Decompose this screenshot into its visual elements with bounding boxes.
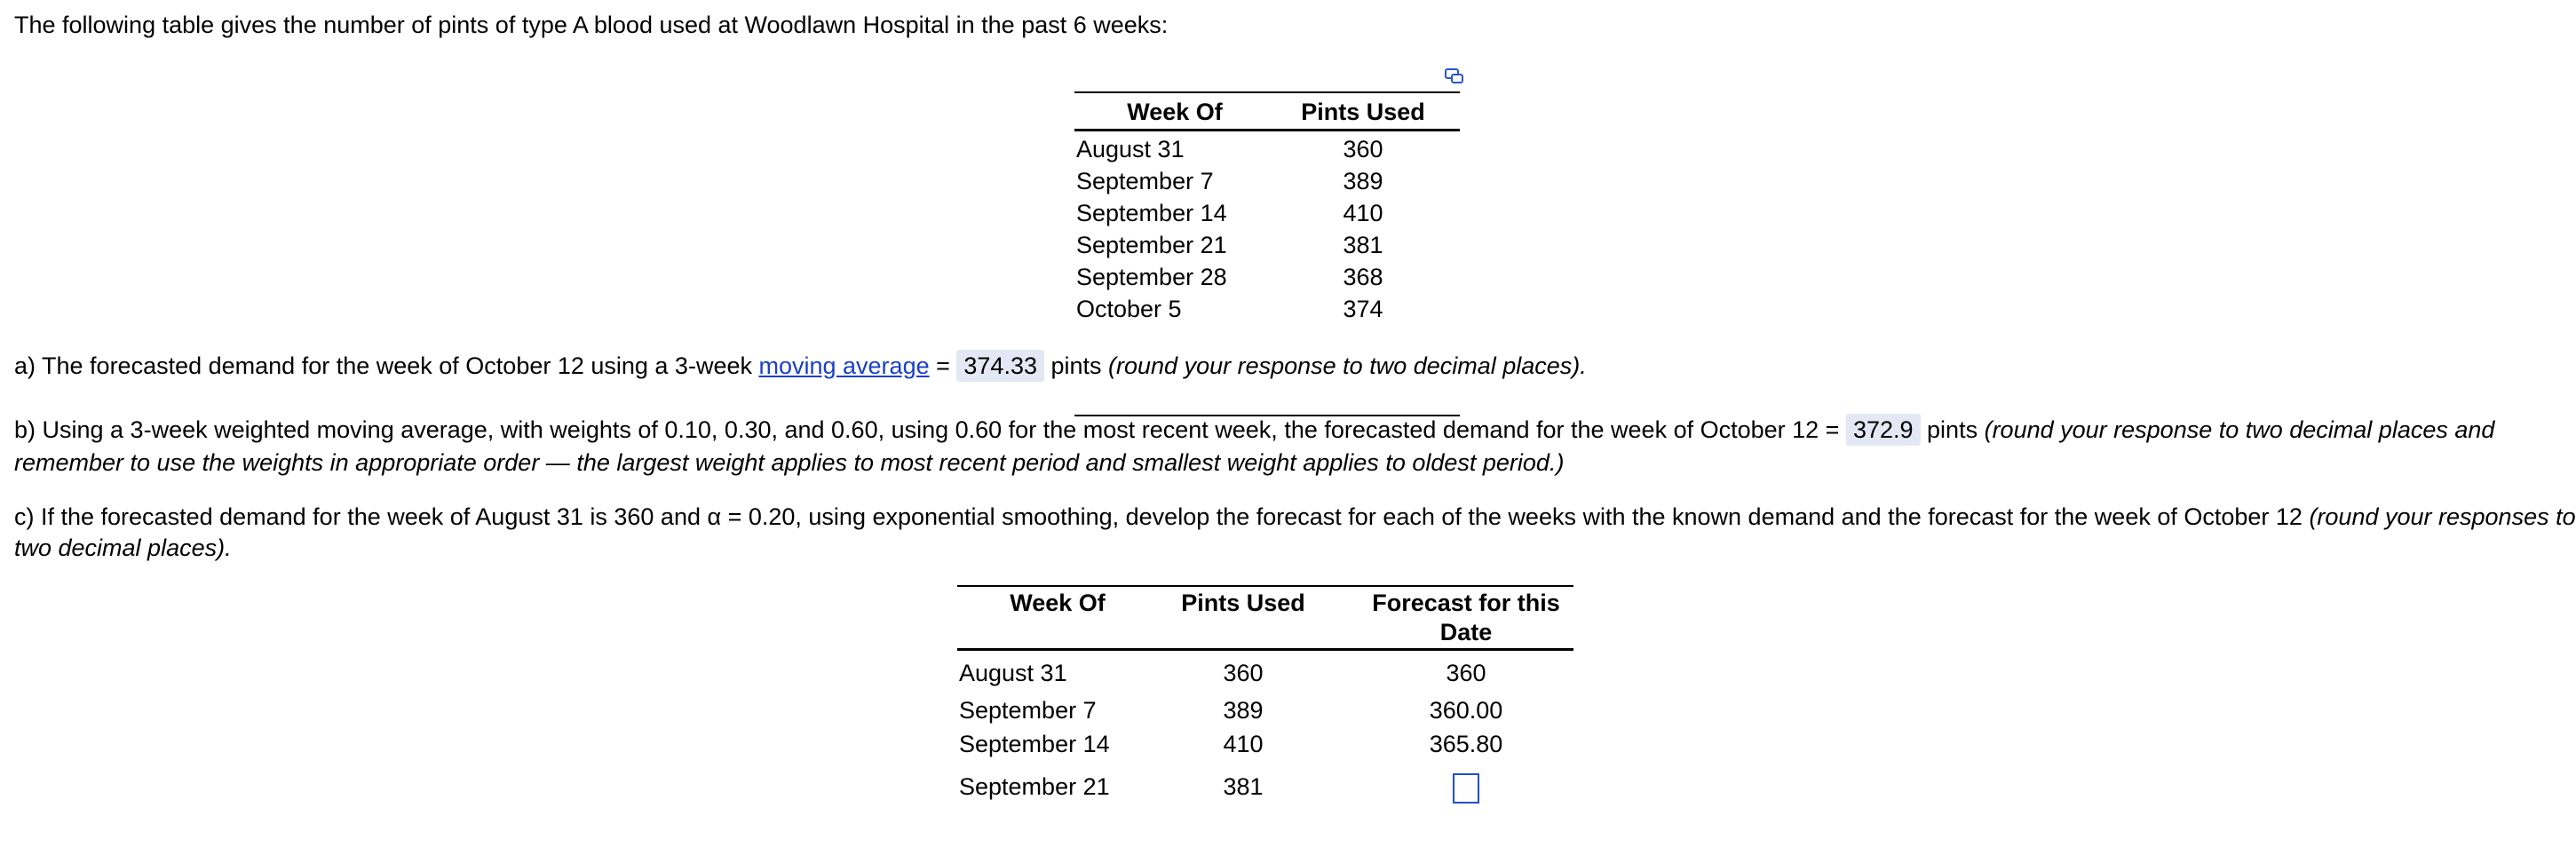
pints-cell: 389 xyxy=(1343,168,1383,194)
column-header-week-of: Week Of xyxy=(1010,590,1106,616)
week-cell: September 7 xyxy=(959,697,1097,724)
pints-cell: 410 xyxy=(1223,731,1264,757)
table-row xyxy=(1074,133,1460,165)
table-row xyxy=(1074,261,1460,293)
table-row xyxy=(957,656,1573,690)
table-row xyxy=(957,693,1573,727)
table-row xyxy=(957,770,1573,804)
part-b-hint-line2: remember to use the weights in appropriate order — the largest weight applies to most recent period and smallest weight applies to oldest period.) xyxy=(14,449,1565,476)
part-c-hint: (round your responses to xyxy=(2309,503,2576,530)
week-cell: October 5 xyxy=(1076,296,1182,322)
part-a-question xyxy=(14,350,1587,382)
part-a-unit: pints xyxy=(1043,352,1109,379)
part-a-equals: = xyxy=(929,352,957,379)
part-a-prefix: a) The forecasted demand for the week of October 12 using a 3-week xyxy=(14,352,759,379)
moving-average-link[interactable]: moving average xyxy=(758,352,930,379)
part-c-question xyxy=(14,501,2576,533)
table-row xyxy=(1074,293,1460,325)
column-header-forecast xyxy=(1359,589,1573,647)
part-c-hint-continued xyxy=(14,532,232,564)
forecast-header-line1: Forecast for this xyxy=(1372,590,1560,616)
header-rule xyxy=(1074,129,1460,131)
week-cell: August 31 xyxy=(959,660,1067,686)
part-b-prefix: b) Using a 3-week weighted moving average, with weights of 0.10, 0.30, and 0.60, using 0.60 for the most recent week, the forecasted demand for the week of October 12 = xyxy=(14,416,1846,443)
forecast-header-line2: Date xyxy=(1439,619,1493,645)
week-cell: September 7 xyxy=(1076,168,1214,194)
table-row xyxy=(1074,229,1460,261)
week-cell: September 21 xyxy=(959,773,1110,800)
pints-cell: 368 xyxy=(1343,264,1383,290)
pints-cell: 389 xyxy=(1223,697,1264,724)
pints-cell: 381 xyxy=(1223,773,1264,800)
pints-cell: 374 xyxy=(1343,296,1383,322)
forecast-sept-21-input[interactable] xyxy=(1453,773,1479,804)
table-top-rule xyxy=(957,585,1573,587)
pints-cell: 360 xyxy=(1223,660,1264,686)
table-top-rule xyxy=(1074,91,1460,93)
part-b-hint: (round your response to two decimal places and xyxy=(1984,416,2495,443)
forecast-cell: 365.80 xyxy=(1429,731,1503,757)
pints-cell: 381 xyxy=(1343,232,1383,258)
part-c-text: c) If the forecasted demand for the week of August 31 is 360 and α = 0.20, using exponential smoothing, develop the forecast for each of the weeks with the known demand and the forecast for the week of October 12 xyxy=(14,503,2310,530)
forecast-input-cell xyxy=(1359,770,1573,804)
week-cell: August 31 xyxy=(1076,136,1185,162)
table-row xyxy=(957,727,1573,761)
intro-text: The following table gives the number of pints of type A blood used at Woodlawn Hospital in the past 6 weeks: xyxy=(14,12,1169,38)
table-row xyxy=(1074,197,1460,229)
column-header-pints-used: Pints Used xyxy=(1181,590,1305,616)
part-b-hint-continued xyxy=(14,447,1564,479)
part-b-answer-field[interactable]: 372.9 xyxy=(1846,414,1921,446)
header-rule xyxy=(957,648,1573,651)
week-cell: September 21 xyxy=(1076,232,1227,258)
column-header-week-of: Week Of xyxy=(1127,99,1223,125)
part-a-answer-field[interactable]: 374.33 xyxy=(956,350,1044,382)
part-b-question xyxy=(14,414,2494,446)
part-a-hint: (round your response to two decimal places). xyxy=(1108,352,1587,379)
week-cell: September 28 xyxy=(1076,264,1227,290)
forecast-cell: 360.00 xyxy=(1429,697,1503,724)
pints-cell: 360 xyxy=(1343,136,1383,162)
forecast-cell: 360 xyxy=(1446,660,1486,686)
copy-to-clipboard-icon[interactable] xyxy=(1444,67,1465,85)
part-b-unit: pints xyxy=(1920,416,1985,443)
part-c-hint-line2: two decimal places). xyxy=(14,534,232,561)
column-header-pints-used: Pints Used xyxy=(1301,99,1425,125)
week-cell: September 14 xyxy=(1076,200,1227,226)
pints-cell: 410 xyxy=(1343,200,1383,226)
table-row xyxy=(1074,165,1460,197)
week-cell: September 14 xyxy=(959,731,1110,757)
